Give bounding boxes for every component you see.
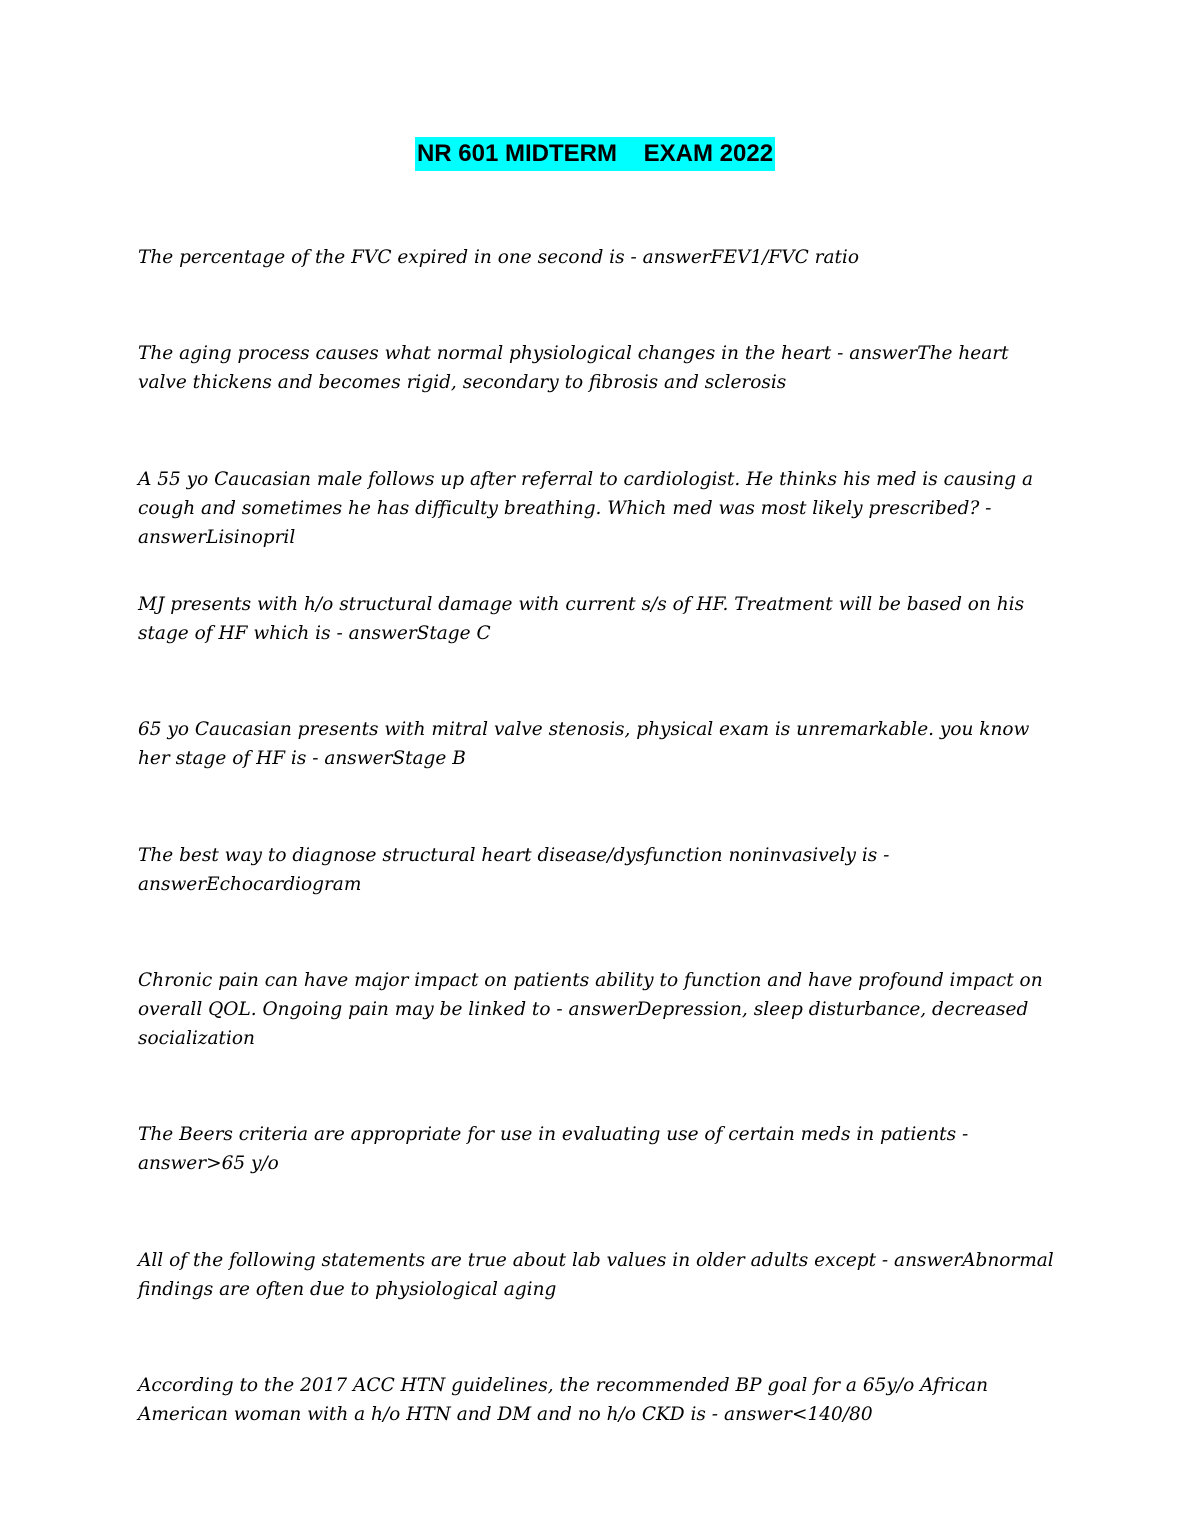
qa-item-3: A 55 yo Caucasian male follows up after referral to cardiologist. He thinks his med is causing a cough and sometimes he has difficulty breathing. Which med was most likely prescribed? - answerLisinopril [138,469,1033,548]
qa-item-10: According to the 2017 ACC HTN guidelines, the recommended BP goal for a 65y/o African American woman with a h/o HTN and DM and no h/o CKD is - answer<140/80 [138,1375,989,1425]
qa-item-7: Chronic pain can have major impact on patients ability to function and have profound impact on overall QOL. Ongoing pain may be linked to - answerDepression, sleep disturbance, decreased socialization [138,970,1043,1049]
qa-item-4: MJ presents with h/o structural damage with current s/s of HF. Treatment will be based on his stage of HF which is - answerStage C [138,594,1025,644]
qa-item-6: The best way to diagnose structural heart disease/dysfunction noninvasively is - answerEchocardiogram [138,845,890,895]
qa-item-8: The Beers criteria are appropriate for use in evaluating use of certain meds in patients - answer>65 y/o [138,1124,969,1174]
title-container [0,137,1190,171]
qa-item-1: The percentage of the FVC expired in one second is - answerFEV1/FVC ratio [138,247,859,268]
document-title: NR 601 MIDTERM EXAM 2022 [415,137,775,171]
qa-item-2: The aging process causes what normal physiological changes in the heart - answerThe heart valve thickens and becomes rigid, secondary to fibrosis and sclerosis [138,343,1009,393]
qa-item-9: All of the following statements are true about lab values in older adults except - answerAbnormal findings are often due to physiological aging [138,1250,1054,1300]
qa-item-5: 65 yo Caucasian presents with mitral valve stenosis, physical exam is unremarkable. you know her stage of HF is - answerStage B [138,719,1030,769]
